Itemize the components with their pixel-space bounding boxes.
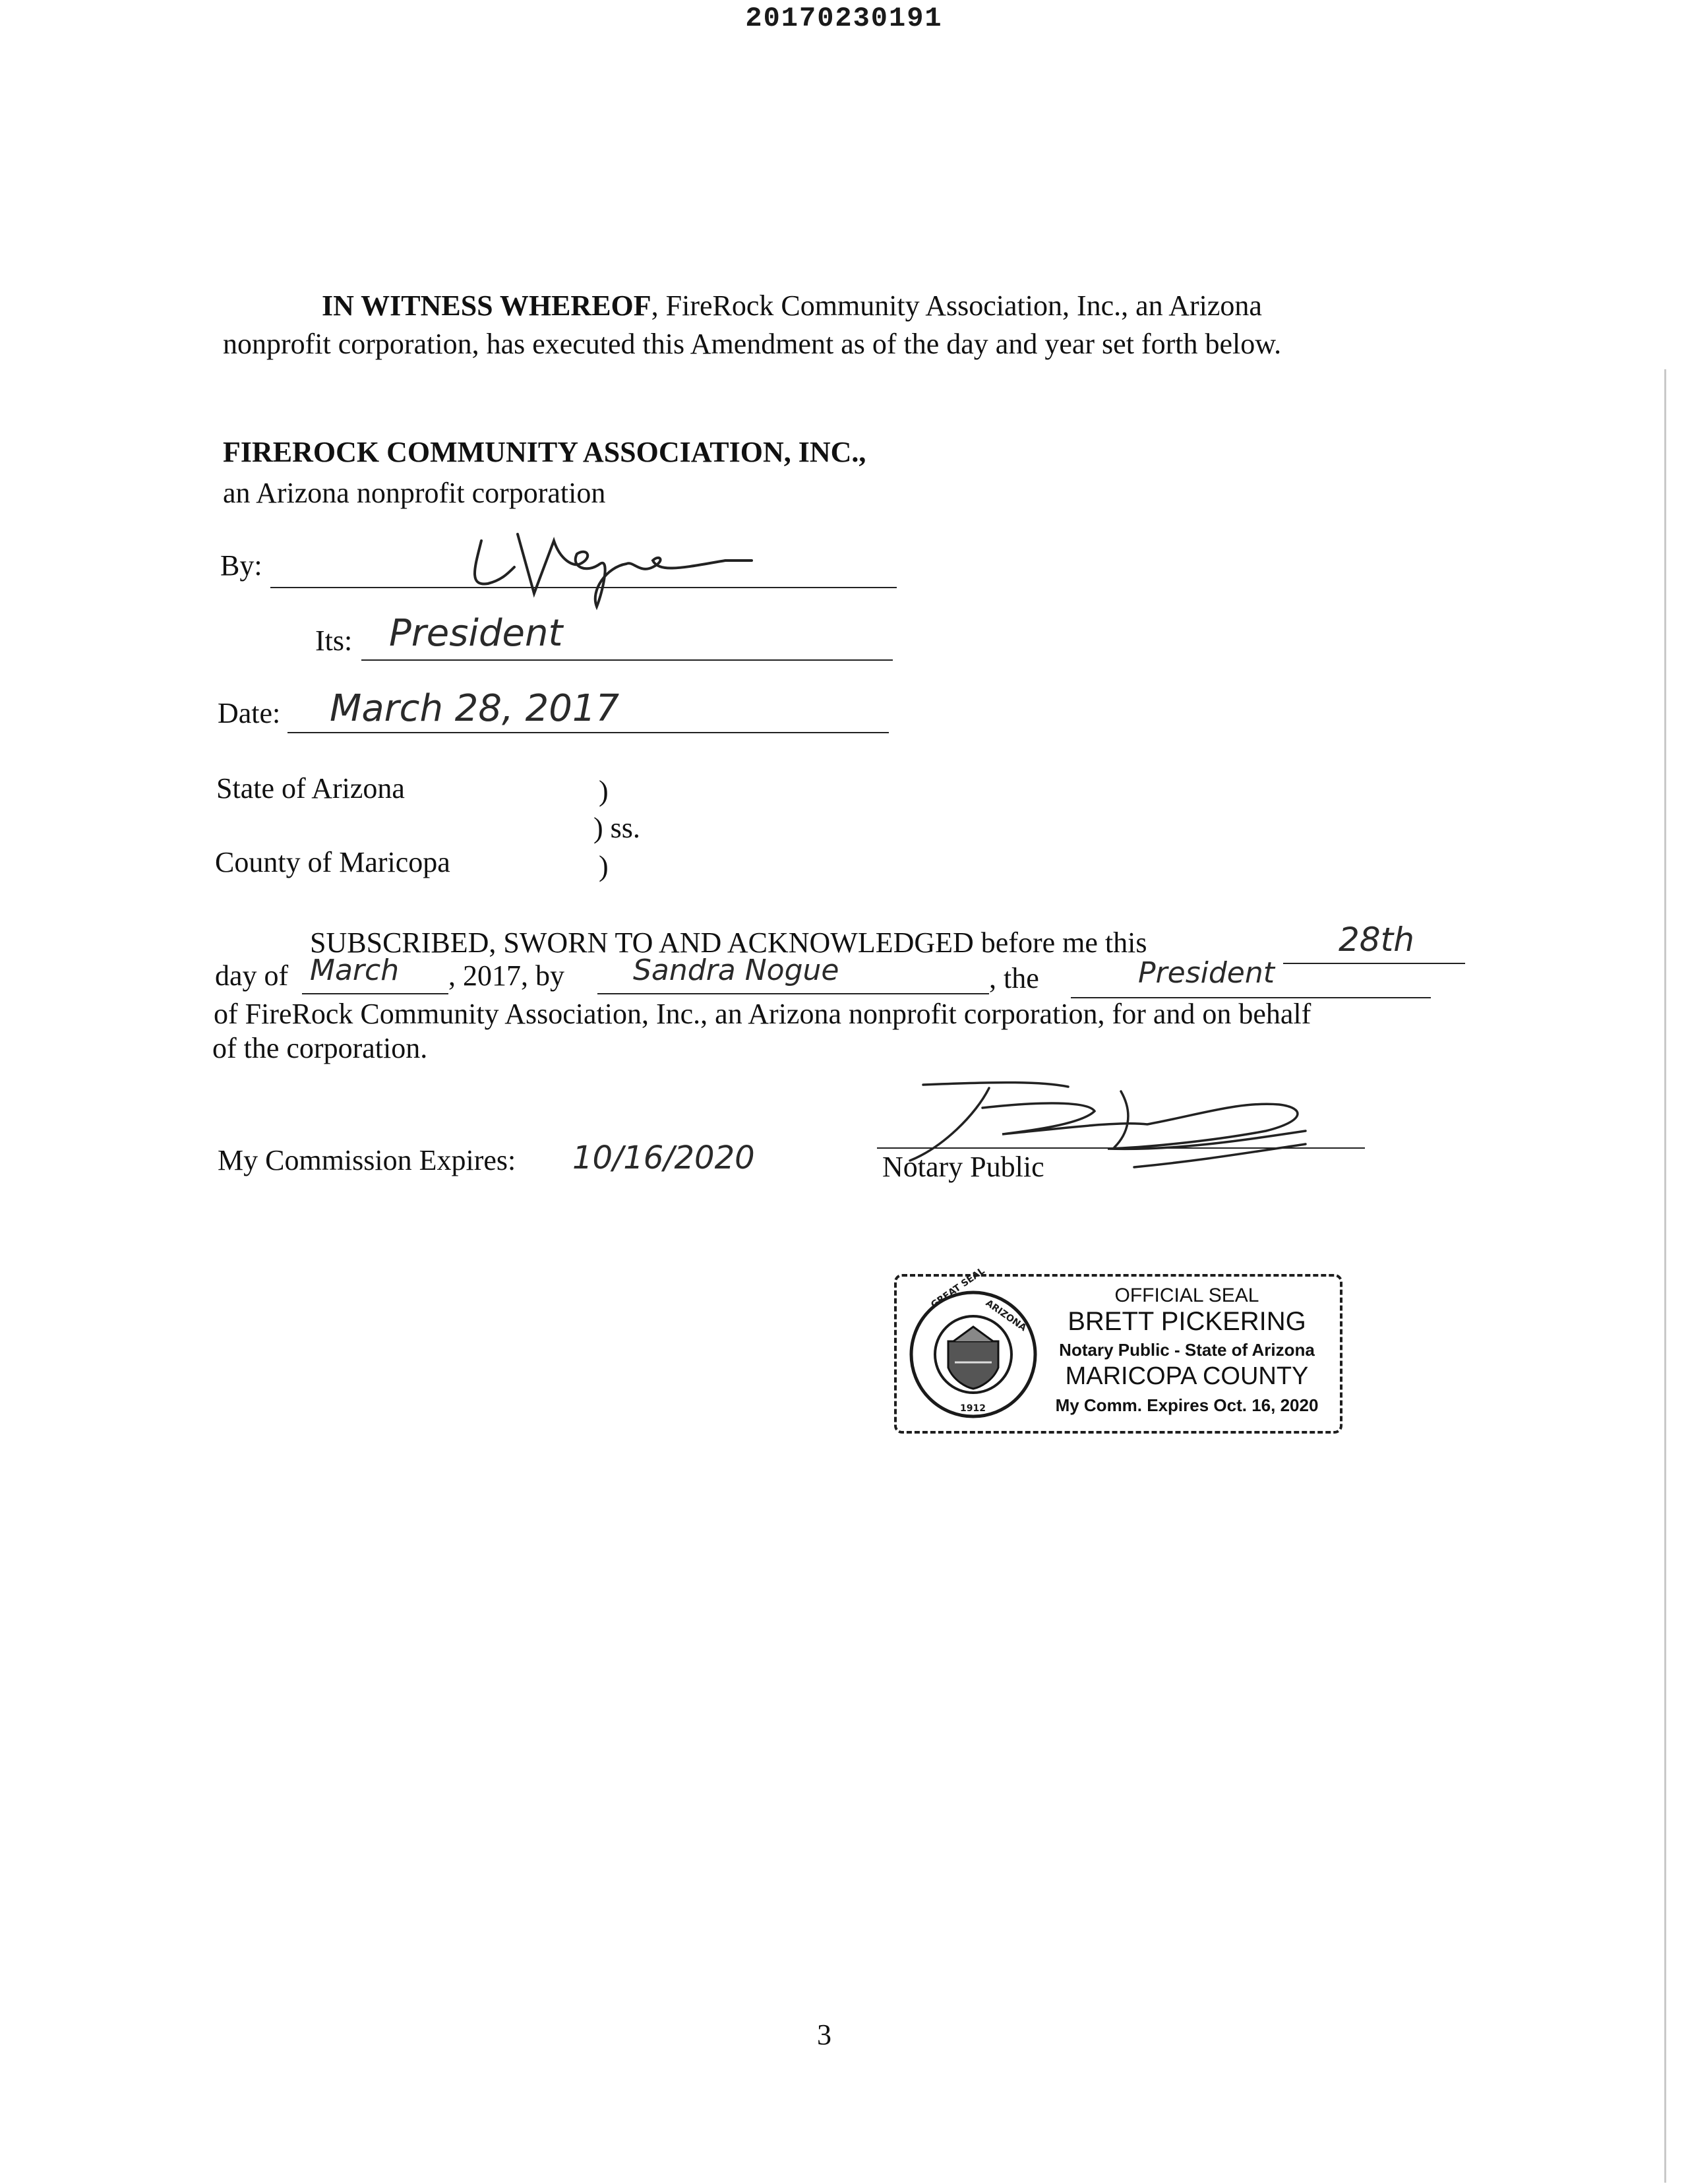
entity-name: FIREROCK COMMUNITY ASSOCIATION, INC., [223, 436, 866, 468]
notary-signature-line [877, 1147, 1365, 1149]
ack-year-by: , 2017, by [448, 959, 564, 992]
ack-signer-value: Sandra Nogue [633, 954, 839, 987]
ack-signer-line [597, 993, 989, 994]
witness-line-1 [322, 289, 1482, 323]
ack-month-value: March [310, 954, 400, 987]
scan-edge-line [1664, 369, 1666, 2183]
witness-lead: IN WITNESS WHEREOF [322, 289, 651, 322]
svg-text:1912: 1912 [960, 1403, 986, 1414]
venue-paren-close: ) [599, 850, 609, 882]
svg-text:GREAT SEAL: GREAT SEAL [929, 1265, 987, 1311]
date-line [287, 732, 889, 733]
entity-type: an Arizona nonprofit corporation [223, 477, 606, 509]
seal-name: BRETT PICKERING [1068, 1307, 1306, 1336]
ack-day-line [1283, 963, 1465, 964]
venue-state: State of Arizona [216, 772, 405, 804]
seal-expires: My Comm. Expires Oct. 16, 2020 [1055, 1395, 1319, 1415]
date-label: Date: [218, 697, 281, 729]
notary-seal [894, 1265, 1342, 1434]
ack-line-4: of the corporation. [212, 1032, 428, 1064]
seal-county: MARICOPA COUNTY [1065, 1362, 1309, 1390]
ack-line-3: of FireRock Community Association, Inc., an Arizona nonprofit corporation, for and on behalf [214, 998, 1311, 1030]
commission-label: My Commission Expires: [218, 1144, 516, 1176]
its-line [361, 659, 893, 661]
date-value: March 28, 2017 [330, 687, 620, 730]
state-seal-emblem [907, 1265, 1039, 1420]
venue-ss: ) ss. [593, 812, 640, 844]
commission-value: 10/16/2020 [572, 1139, 755, 1176]
witness-line-2: nonprofit corporation, has executed this Amendment as of the day and year set forth below. [223, 328, 1282, 360]
ack-the: , the [989, 962, 1039, 994]
ack-day-of: day of [215, 959, 289, 992]
page-number: 3 [817, 2018, 831, 2051]
notary-public-label: Notary Public [882, 1151, 1044, 1183]
seal-line-1: Notary Public - State of Arizona [1059, 1340, 1315, 1360]
venue-county: County of Maricopa [215, 846, 450, 878]
its-label: Its: [315, 624, 353, 657]
ack-month-line [302, 993, 448, 994]
president-signature [462, 528, 765, 613]
ack-day-value: 28th [1339, 921, 1414, 959]
witness-rest: , FireRock Community Association, Inc., an Arizona [651, 289, 1262, 322]
venue-paren-open: ) [599, 775, 609, 807]
ack-title-value: President [1138, 956, 1275, 990]
ack-intro: SUBSCRIBED, SWORN TO AND ACKNOWLEDGED before me this [310, 926, 1147, 959]
by-label: By: [220, 549, 262, 582]
its-value: President [389, 612, 563, 655]
recording-number: 20170230191 [745, 3, 943, 34]
seal-title: OFFICIAL SEAL [1114, 1285, 1259, 1306]
svg-text:ARIZONA: ARIZONA [983, 1298, 1029, 1334]
